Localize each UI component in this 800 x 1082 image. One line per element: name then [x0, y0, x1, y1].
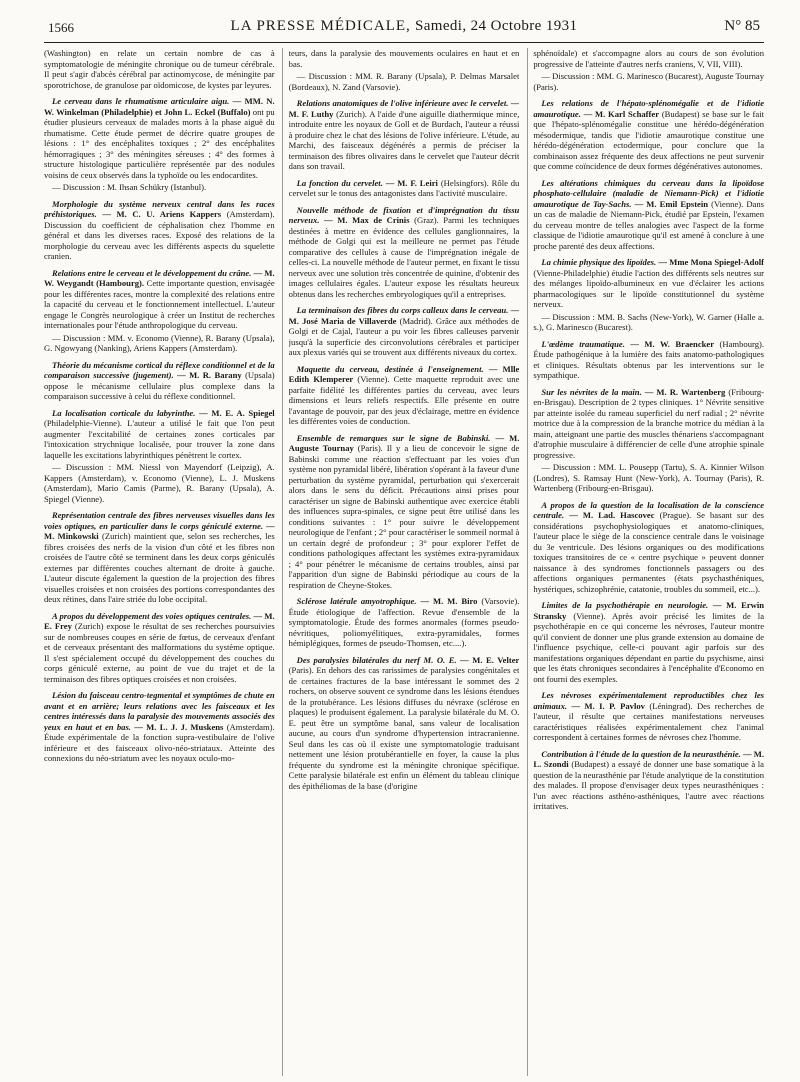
abstract-paragraph	[533, 387, 764, 461]
abstract-title: A propos du développement des voies optiques centrales.	[52, 610, 252, 621]
abstract-authors: — M. I. P. Pavlov	[571, 700, 645, 711]
discussion-note	[44, 462, 275, 504]
abstract-title: Morphologie du système nerveux central dans les races préhistoriques.	[44, 198, 275, 219]
abstract-title: Nouvelle méthode de fixation et d'imprégnation du tissu nerveux.	[288, 204, 520, 225]
discussion-text: — Discussion : MM. G. Marinesco (Bucarest), Auguste Tournay (Paris).	[533, 71, 765, 92]
abstract-paragraph	[533, 48, 764, 69]
abstract-title: Les relations de l'hépato-splénomégalie et de l'idiotie amaurotique.	[533, 98, 765, 119]
abstract-body: (Vienne-Philadelphie) étudie l'action des différents sels neutres sur des mélanges lipoïdo-albumineux en vue d'éclairer les actions pharmacologiques sur le lipoïde constitutionnel du système nerveux.	[533, 267, 765, 309]
abstract-paragraph	[533, 178, 764, 252]
issue-date: Samedi, 24 Octobre 1931	[414, 18, 578, 34]
abstract-authors: — Mlle Edith Klemperer	[288, 363, 520, 384]
abstract-body: (Graz). Parmi les techniques destinées à mettre en évidence des cellules ganglionnaires, la méthode de Golgi qui est la meilleure ne permet pas l'étude comparative des cellules à cause de l'imprégnation inégale de celles-ci. La nouvelle méthode de l'auteur permet, en fixant le tissu nerveux avec une solution très concentrée de quinine, d'obtenir des images cellulaires égales. L'auteur expose les résultats heureux obtenus dans les recherches embryologiques qu'il a entreprises.	[288, 215, 520, 299]
abstract-body: (Amsterdam). Discussion du coefficient de céphalisation chez l'homme en général et dans les diverses races. Exposé des relations de la morphologie du cerveau avec les différents aspects du squelette cranien.	[44, 209, 275, 261]
abstract-paragraph	[44, 360, 275, 402]
header-rule	[44, 42, 764, 43]
abstract-body: (Léningrad). Des recherches de l'auteur, il résulte que certaines manifestations nerveuses caractéristiques réalisées expérimentalement chez l'animal correspondent à certaines formes de névroses chez l'homme.	[533, 700, 765, 742]
issue-number: N° 85	[724, 18, 760, 34]
abstract-title: Sur les névrites de la main.	[541, 386, 642, 397]
abstract-paragraph	[533, 690, 764, 743]
abstract-title: Contribution à l'étude de la question de la neurasthénie.	[541, 748, 741, 759]
abstract-authors: — M. W. Weygandt (Hambourg).	[44, 267, 275, 288]
abstract-body: ont pu étudier plusieurs cerveaux de malades morts à la phase aiguë du rhumatisme. Cette étude permet de décrire quatre groupes de lésions : 1° des encéphalites toxiques ; 2° des encéphalites hémorragiques ; 3° des méningites séreuses ; 4° des formes à structure histologique particulière représentée par des nodules voisins de ceux observés dans la typhoïde ou les endocardites.	[44, 106, 275, 180]
abstract-body: (Prague). Se basant sur des considérations psychophysiologiques et anatomo-cliniques, l'auteur place le siège de la conscience centrale dans le voisinage du 3e ventricule. Des lésions organiques ou des modifications toxiques transitoires de ce « centre psychique » peuvent donner naissance à des syndromes fonctionnels passagers ou des affections organiques permanentes (états psychasthéniques, hystériques, schizophrénie, catatonie, troubles du sommeil, etc...).	[533, 510, 765, 594]
abstract-body: (Zurich). A l'aide d'une aiguille diathermique mince, introduite entre les noyaux de Goll et de Burdach, l'auteur a réussi à produire chez le chat des lésions de l'olive inférieure. L'étude, au Marchi, des faisceaux dégénérés a permis de préciser la terminaison des fibres olivaires dans le cervelet que l'auteur décrit dans son travail.	[288, 108, 520, 171]
abstract-body: (Zurich) maintient que, selon ses recherches, les fibres croisées des nerfs de la vision d'un côté et les fibres non croisées de l'autre côté se terminent dans les deux corps géniculés externes par différentes couches alternant de droite à gauche. L'auteur discute également la question de la projection des fibres visuelles croisées et non croisées des portions correspondantes des deux rétines, dans l'aire striée du lobe occipital.	[44, 531, 275, 604]
abstract-title: Des paralysies bilatérales du nerf M. O. E.	[296, 654, 457, 665]
article-columns	[44, 48, 764, 1078]
abstract-body: (Paris). Il y a lieu de concevoir le signe de Babinski comme une réaction s'effectuant par les voies d'un système non pyramidal libéré, libération s'opérant à la faveur d'une perturbation du système pyramidal, perturbation qui s'exercerait alors dans le sens du déficit. Précautions ainsi prises pour caractériser un signe de Babinski authentique avec exercice établi des influences supra-spinales, ce signe peut être utilisé dans les conditions suivantes : 1° pour suivre le développement neurologique de l'enfant ; 2° pour caractériser le sommeil normal à un certain degré de profondeur ; 3° pour explorer l'effet de conditions pathologiques affectant les systèmes extra-pyramidaux ; 4° pour pénétrer le mécanisme de certains troubles, ainsi par l'apparition d'un signe de Babinski périodique au cours de la respiration de Cheyne-Stokes.	[288, 443, 520, 590]
abstract-body: (Upsala) oppose le mécanisme cellulaire plus complexe dans la comparaison successive à celui du réflexe conditionnel.	[44, 370, 275, 401]
abstract-title: Relations entre le cerveau et le développement du crâne.	[52, 267, 252, 278]
abstract-title: Représentation centrale des fibres nerveuses visuelles dans les voies optiques, en particulier dans le corps géniculé externe.	[44, 510, 275, 531]
journal-title: LA PRESSE MÉDICALE,	[230, 18, 411, 34]
column-middle	[289, 48, 520, 1078]
discussion-note	[44, 182, 275, 193]
abstract-authors: — M. Emil Epstein	[634, 198, 709, 209]
discussion-text: — Discussion : M. Ihsan Schükry (Istanbul).	[52, 182, 207, 192]
abstract-authors: — M. E. Frey	[44, 610, 275, 631]
abstract-paragraph	[533, 500, 764, 595]
abstract-paragraph	[289, 178, 520, 199]
abstract-paragraph	[533, 98, 764, 172]
abstract-title: A propos de la question de la localisation de la conscience centrale.	[533, 499, 765, 520]
abstract-body: Cette importante question, envisagée pour les différentes races, montre la complexité des relations entre la capacité du cerveau et le fonctionnement intellectuel. L'auteur engage le Congrès neurologique à créer un Institut de recherches internationales pour l'étude anthropologique du cerveau.	[44, 278, 275, 330]
abstract-body: (Budapest) se base sur le fait que l'hépato-splénomégalie constitue une hérédo-dégénération mésodermique, tandis que l'idiotie amaurotique constitue une hérédo-dégénération ectodermique, pour conclure que la combinaison assez fréquente des deux affections ne peut survenir que comme coïncidence de deux formes dégénératives autonomes.	[533, 108, 765, 171]
column-left	[44, 48, 275, 1078]
abstract-authors: — M. F. Leiri	[385, 177, 438, 188]
abstract-paragraph	[289, 596, 520, 649]
abstract-paragraph	[289, 205, 520, 300]
discussion-text: — Discussion : MM. v. Economo (Vienne), R. Barany (Upsala), G. Ngowyang (Nanking), Ariens Kappers (Amsterdam).	[44, 332, 275, 353]
abstract-authors: — M. E. Velter	[460, 654, 520, 665]
abstract-authors: — M. Erwin Stransky	[533, 600, 765, 621]
abstract-paragraph	[44, 408, 275, 461]
abstract-paragraph	[289, 98, 520, 172]
abstract-paragraph	[44, 268, 275, 331]
abstract-paragraph	[44, 199, 275, 262]
abstract-paragraph	[289, 433, 520, 591]
abstract-paragraph	[533, 339, 764, 381]
abstract-authors: — M. L. J. J. Muskens	[134, 721, 224, 732]
discussion-text: — Discussion : MM. L. Pousepp (Tartu), S. A. Kinnier Wilson (Londres), S. Ramsay Hunt (New-York), A. Tournay (Paris), R. Wartenberg (Fribourg-en-Brisgau).	[533, 462, 765, 493]
abstract-title: Les névroses expérimentalement reproductibles chez les animaux.	[533, 690, 765, 711]
discussion-note	[533, 71, 764, 92]
discussion-note	[533, 462, 764, 494]
abstract-authors: — M. W. Braencker	[630, 338, 715, 349]
abstract-authors: — M. José Maria de Villaverde	[288, 305, 520, 326]
abstract-body: (Fribourg-en-Brisgau). Description de 2 types cliniques. 1° Névrite sensitive par atteinte isolée du rameau superficiel du nerf radial ; 2° névrite motrice due à la compression de la branche motrice du médian à la main, atteignant une partie des muscles thénariens s'accompagnant d'atrophie musculaire à différencier de celle d'une atrophie spinale progressive.	[533, 386, 765, 460]
abstract-paragraph	[44, 611, 275, 685]
page-number: 1566	[48, 20, 74, 35]
abstract-body: (Vienne). Après avoir précisé les limites de la psychothérapie en ce qui concerne les névroses, l'auteur montre qu'il convient de donner une plus grande extension au domaine de l'influence psychique, celle-ci pouvant agir parfois sur des manifestations organiques dépendant en partie du psychisme, ainsi que les états chroniques secondaires à l'encéphalite d'Economo en ont fourni des exemples.	[533, 610, 765, 684]
discussion-note	[289, 71, 520, 92]
abstract-paragraph	[289, 655, 520, 792]
abstract-paragraph	[533, 749, 764, 812]
abstract-body: (Helsingfors). Rôle du cervelet sur le tonus des antagonistes dans l'activité musculaire.	[288, 177, 520, 198]
abstract-authors: — Mme Mona Spiegel-Adolf	[658, 257, 765, 267]
abstract-authors: — MM. N. W. Winkelman (Philadelphie) et John L. Eckel (Buffalo)	[44, 96, 275, 117]
abstract-authors: — M. M. Biro	[420, 596, 478, 606]
discussion-text: — Discussion : MM. B. Sachs (New-York), W. Garner (Halle a. s.), G. Marinesco (Bucarest).	[533, 311, 765, 332]
abstract-title: Lésion du faisceau centro-tegmental et symptômes de chute en avant et en arrière; leurs relations avec les faisceaux et les centres intéressés dans la paralysie des mouvements associés des yeux en haut et en bas.	[44, 690, 275, 732]
abstract-authors: — M. L. Szondi	[533, 748, 765, 769]
discussion-note	[44, 333, 275, 354]
abstract-body: (Zurich) expose le résultat de ses recherches poursuivies sur de nombreuses coupes en série de fœtus, de cerveaux d'enfant et de cerveaux présentant des malformations du système optique. Il s'est spécialement occupé du développement des couches du corps géniculé externe, au point de vue du trajet et de la terminaison des fibres optiques croisées et non croisées.	[44, 621, 275, 684]
abstract-authors: — M. R. Wartenberg	[644, 386, 726, 397]
abstract-authors: — M. R. Barany	[177, 370, 242, 380]
abstract-authors: — M. Auguste Tournay	[288, 432, 520, 453]
abstract-title: Ensemble de remarques sur le signe de Babinski.	[296, 432, 491, 443]
page-header	[48, 20, 760, 40]
abstract-body: (Vienne). Dans un cas de maladie de Niemann-Pick, étudié par Epstein, l'examen du cerveau montre de telles analogies avec l'aspect de la forme classique de l'idiotie amaurotique qu'il est amené à conclure à une proche parenté des deux affections.	[533, 198, 765, 251]
masthead	[48, 18, 760, 35]
abstract-authors: — M. Lad. Hascovec	[569, 510, 655, 520]
abstract-title: Sclérose latérale amyotrophique.	[296, 596, 417, 606]
abstract-paragraph	[289, 305, 520, 358]
abstract-title: La localisation corticale du labyrinthe.	[52, 407, 196, 418]
abstract-title: Les altérations chimiques du cerveau dans la lipoïdose phosphato-cellulaire (maladie de Niemann-Pick) et l'idiotie amaurotique de Tay-Sachs.	[533, 177, 765, 209]
abstract-authors: — M. Minkowski	[44, 520, 275, 541]
abstract-paragraph	[533, 257, 764, 310]
abstract-paragraph	[289, 364, 520, 427]
abstract-body: (Vienne). Cette maquette reproduit avec une parfaite fidélité les différentes parties du cerveau, avec leurs dimensions et leurs reliefs respectifs. Elle présente en outre l'avantage de pouvoir, par des jeux d'éclairage, mettre en évidence les différentes voies de conduction.	[288, 374, 520, 426]
abstract-paragraph	[44, 510, 275, 605]
abstract-authors: — M. C. U. Ariens Kappers	[102, 209, 222, 219]
abstract-title: Théorie du mécanisme cortical du réflexe conditionnel et de la comparaison successive (jugement).	[44, 359, 275, 380]
abstract-body: (Madrid). Grâce aux méthodes de Golgi et de Cajal, l'auteur a pu voir les fibres calleuses parvenir jusqu'à la superficie des circonvolutions cérébrales et participer aux plexus variés qui se trouvent aux différents niveaux du cortex.	[288, 315, 520, 357]
abstract-body: (Washington) en relate un certain nombre de cas à symptomatologie de méningite chronique ou de tumeur cérébrale. Il peut s'agir d'abcès cérébral par actinomycose, de méningite par sporotrichose, de granulose par oïdomicose, de kystes par leyures.	[44, 48, 275, 90]
abstract-paragraph	[44, 48, 275, 90]
abstract-authors: — M. E. A. Spiegel	[199, 407, 275, 418]
abstract-title: Le cerveau dans le rhumatisme articulaire aigu.	[52, 96, 230, 106]
abstract-title: Maquette du cerveau, destinée à l'enseignement.	[296, 363, 484, 374]
abstract-body: (Varsovie). Étude étiologique de l'affection. Revue d'ensemble de la symptomatologie. Étude des formes anormales (formes pseudo-névritiques, poliomyélitiques, extra-pyramidales, formes hémiplégiques, formes de pseudo-Thomsen, etc....).	[288, 596, 520, 648]
abstract-authors: — M. F. Luthy	[288, 98, 520, 119]
abstract-title: Limites de la psychothérapie en neurologie.	[541, 600, 709, 610]
abstract-title: La chimie physique des lipoïdes.	[541, 257, 657, 267]
abstract-paragraph	[289, 48, 520, 69]
discussion-text: — Discussion : MM. R. Barany (Upsala), P. Delmas Marsalet (Bordeaux), N. Zand (Varsovie).	[288, 71, 520, 92]
abstract-paragraph	[44, 96, 275, 180]
abstract-body: (Paris). En dehors des cas rarissimes de paralysies congénitales et de certaines fractures de la base intéressant le sommet des 2 rochers, on observe souvent ce syndrome dans les lésions étendues de la protubérance. Les lésions diffuses du névraxe (sclérose en plaques) le produisent également. La paralysie bilatérale du M. O. E. peut être un symptôme banal, sans valeur de localisation aucune, au cours d'un syndrome d'hypertension intracranienne. Seul dans les cas où il existe une symptomatologie traduisant nettement une lésion protubérantielle en foyer, la cause la plus fréquente du syndrome est la méningite chronique spécifique. Cette paralysie bilatérale est enfin un élément du tableau clinique des épithéliomas de la base (d'origine	[288, 665, 520, 791]
abstract-body: teurs, dans la paralysie des mouvements oculaires en haut et en bas.	[288, 48, 520, 69]
abstract-paragraph	[44, 690, 275, 764]
abstract-body: (Hambourg). Étude pathogénique à la lumière des faits anatomo-pathologiques et cliniques. Résultats obtenus par les interventions sur le sympathique.	[533, 338, 765, 380]
discussion-text: — Discussion : MM. Niessl von Mayendorf (Leipzig), A. Kappers (Amsterdam), v. Economo (Vienne), L. J. Muskens (Amsterdam), Mario Camis (Parme), R. Barany (Upsala), A. Spiegel (Vienne).	[44, 462, 275, 504]
abstract-body: (Budapest) a essayé de donner une base somatique à la question de la neurasthénie par l'étude analytique de la constitution des malades. Il propose d'envisager deux types neurasthéniques : l'un avec réactions asthéno-asthéniques, l'autre avec réactions irritatives.	[533, 759, 765, 811]
abstract-title: L'œdème traumatique.	[541, 338, 625, 349]
abstract-paragraph	[533, 600, 764, 684]
abstract-authors: — M. Karl Schaffer	[583, 108, 660, 119]
abstract-title: La terminaison des fibres du corps calleux dans le cerveau.	[296, 305, 509, 315]
abstract-title: La fonction du cervelet.	[296, 177, 383, 188]
abstract-body: (Philadelphie-Vienne). L'auteur a utilisé le fait que l'on peut augmenter l'excitabilité de certaines zones corticales par l'intoxication strychnique localisée, pour trouver la zone dans laquelle les excitations labyrinthiques pénètrent le cortex.	[44, 418, 275, 460]
abstract-title: Relations anatomiques de l'olive inférieure avec le cervelet.	[296, 98, 509, 108]
abstract-authors: — M. Max de Crinis	[324, 215, 410, 225]
discussion-note	[533, 312, 764, 333]
abstract-body: sphénoïdale) et s'accompagne alors au cours de son évolution progressive de l'atteinte d'autres nerfs craniens, V, VII, VIII).	[533, 48, 765, 69]
abstract-body: (Amsterdam). Étude expérimentale de la fonction supra-vestibulaire de l'olive inférieure et des faisceaux olivo-néo-striataux. Atteinte des connexions du néo-striatum avec les noyaux oculo-mo-	[44, 721, 275, 763]
column-right	[533, 48, 764, 1078]
